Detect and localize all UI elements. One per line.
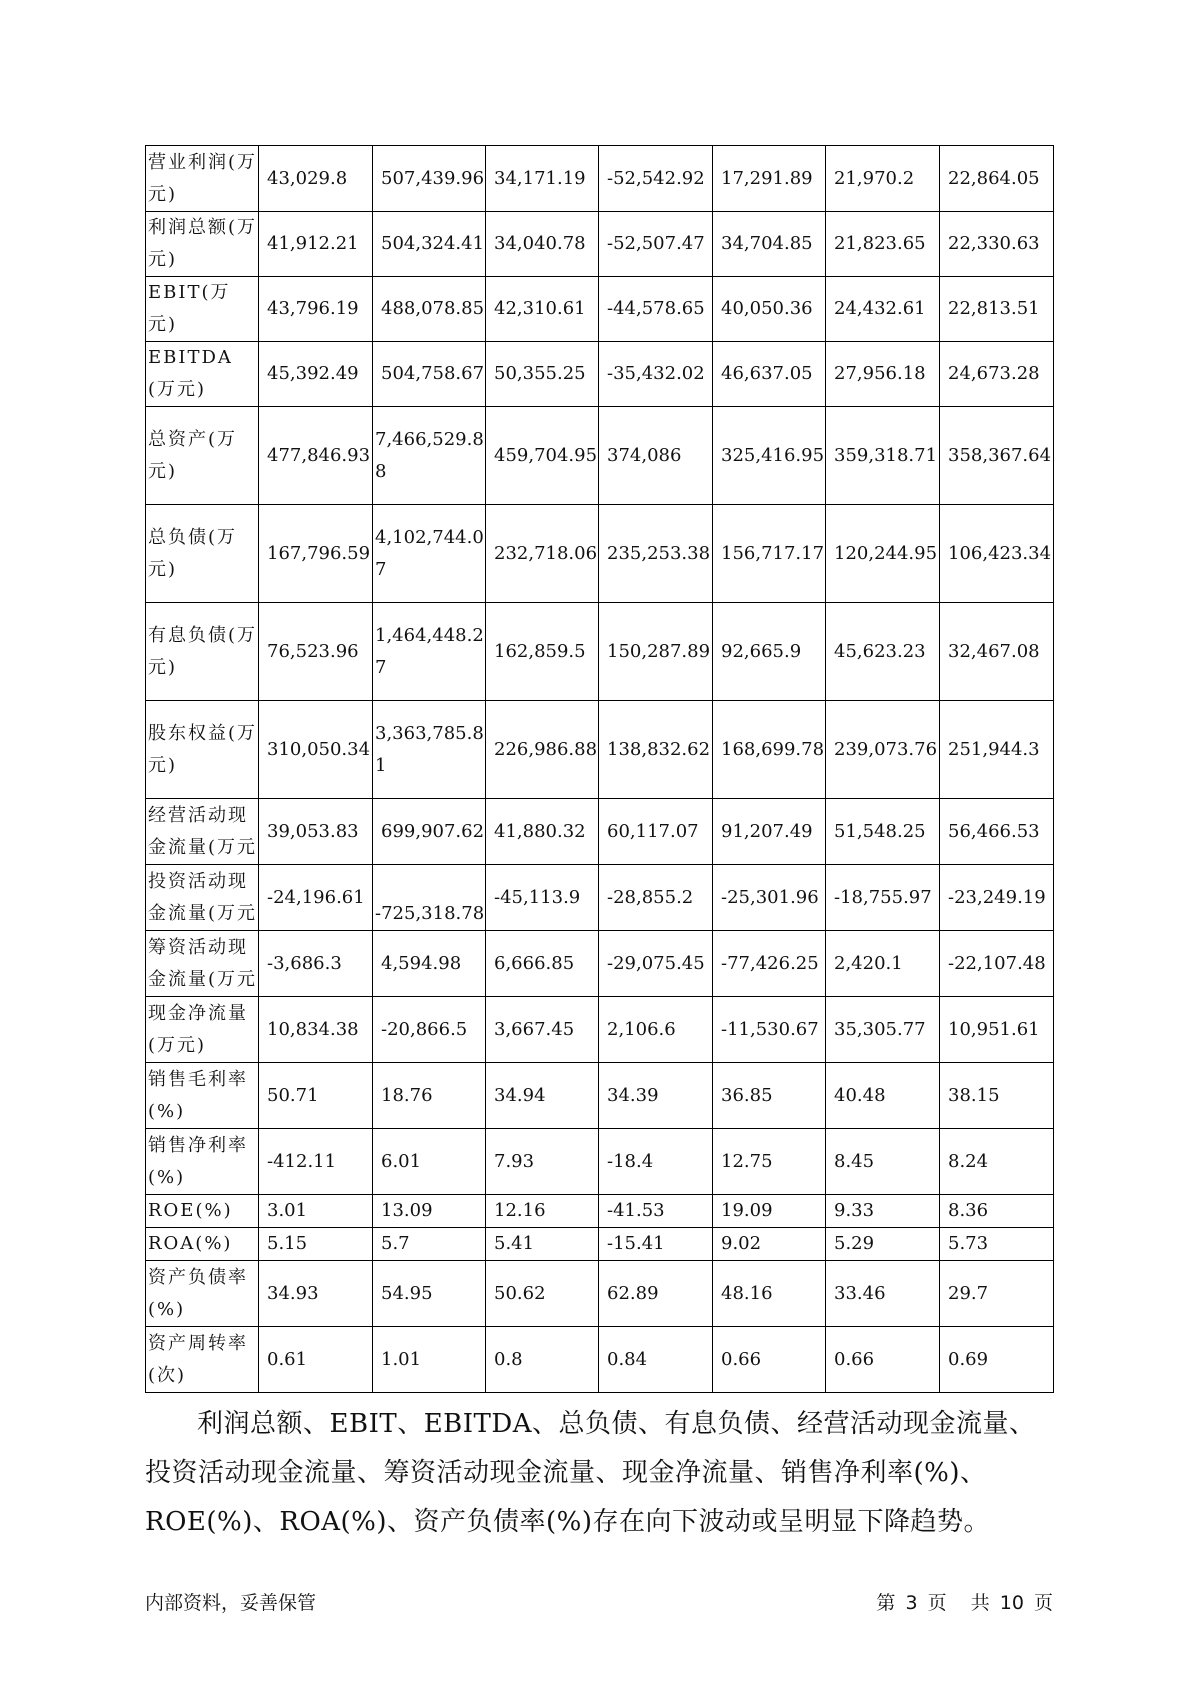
table-row	[146, 146, 1054, 212]
table-row	[146, 407, 1054, 505]
table-cell: 5.41	[486, 1228, 599, 1261]
table-cell: 3,363,785.81	[373, 701, 486, 799]
table-cell: 43,029.8	[259, 146, 373, 212]
table-cell: 34,040.78	[486, 212, 599, 277]
table-cell: -725,318.78	[373, 865, 486, 931]
table-cell: 22,864.05	[940, 146, 1054, 212]
table-cell: 699,907.62	[373, 799, 486, 865]
table-cell: -35,432.02	[599, 342, 713, 407]
table-row	[146, 997, 1054, 1063]
footer-confidential-note: 内部资料，妥善保管	[145, 1592, 317, 1614]
table-cell: 22,813.51	[940, 277, 1054, 342]
row-label: 销售净利率(%)	[146, 1129, 259, 1195]
table-cell: 239,073.76	[826, 701, 940, 799]
table-cell: 5.7	[373, 1228, 486, 1261]
table-cell: 0.66	[713, 1327, 826, 1393]
total-pages: 10	[999, 1592, 1024, 1614]
table-cell: 48.16	[713, 1261, 826, 1327]
row-label: 有息负债(万元)	[146, 603, 259, 701]
table-cell: 477,846.93	[259, 407, 373, 505]
table-cell: 235,253.38	[599, 505, 713, 603]
table-cell: -52,542.92	[599, 146, 713, 212]
table-cell: 62.89	[599, 1261, 713, 1327]
table-cell: -18.4	[599, 1129, 713, 1195]
table-row	[146, 1195, 1054, 1228]
table-row	[146, 1327, 1054, 1393]
table-cell: 21,970.2	[826, 146, 940, 212]
row-label: 资产负债率(%)	[146, 1261, 259, 1327]
table-cell: 34.93	[259, 1261, 373, 1327]
table-cell: 10,951.61	[940, 997, 1054, 1063]
summary-paragraph: 利润总额、EBIT、EBITDA、总负债、有息负债、经营活动现金流量、投资活动现金流量、筹资活动现金流量、现金净流量、销售净利率(%)、ROE(%)、ROA(%)、资产负债率(%)存在向下波动或呈明显下降趋势。	[145, 1409, 1036, 1537]
table-cell: 40,050.36	[713, 277, 826, 342]
table-cell: 459,704.95	[486, 407, 599, 505]
table-cell: -24,196.61	[259, 865, 373, 931]
table-cell: 138,832.62	[599, 701, 713, 799]
table-body	[146, 146, 1054, 1393]
table-cell: -18,755.97	[826, 865, 940, 931]
table-cell: 50.62	[486, 1261, 599, 1327]
table-cell: 46,637.05	[713, 342, 826, 407]
table-row	[146, 1261, 1054, 1327]
table-cell: -52,507.47	[599, 212, 713, 277]
row-label: EBITDA(万元)	[146, 342, 259, 407]
table-cell: 120,244.95	[826, 505, 940, 603]
table-cell: -29,075.45	[599, 931, 713, 997]
table-cell: 54.95	[373, 1261, 486, 1327]
table-cell: 4,102,744.07	[373, 505, 486, 603]
table-cell: 17,291.89	[713, 146, 826, 212]
row-label: 筹资活动现金流量(万元	[146, 931, 259, 997]
table-cell: 504,324.41	[373, 212, 486, 277]
table-row	[146, 799, 1054, 865]
table-cell: 91,207.49	[713, 799, 826, 865]
table-cell: 325,416.95	[713, 407, 826, 505]
table-cell: 4,594.98	[373, 931, 486, 997]
table-cell: 0.69	[940, 1327, 1054, 1393]
table-cell: 0.84	[599, 1327, 713, 1393]
page-unit: 页	[927, 1592, 947, 1614]
table-cell: 29.7	[940, 1261, 1054, 1327]
row-label: 销售毛利率(%)	[146, 1063, 259, 1129]
row-label: 投资活动现金流量(万元	[146, 865, 259, 931]
table-cell: 167,796.59	[259, 505, 373, 603]
total-unit: 页	[1033, 1592, 1053, 1614]
table-cell: 13.09	[373, 1195, 486, 1228]
table-cell: 9.02	[713, 1228, 826, 1261]
table-cell: 8.24	[940, 1129, 1054, 1195]
row-label: 经营活动现金流量(万元	[146, 799, 259, 865]
table-cell: 2,106.6	[599, 997, 713, 1063]
table-cell: 6,666.85	[486, 931, 599, 997]
table-cell: 162,859.5	[486, 603, 599, 701]
table-row	[146, 1228, 1054, 1261]
table-cell: 92,665.9	[713, 603, 826, 701]
table-cell: -25,301.96	[713, 865, 826, 931]
table-cell: 38.15	[940, 1063, 1054, 1129]
table-cell: 358,367.64	[940, 407, 1054, 505]
total-prefix: 共	[970, 1592, 990, 1614]
table-cell: 374,086	[599, 407, 713, 505]
table-cell: 1,464,448.27	[373, 603, 486, 701]
table-cell: 8.36	[940, 1195, 1054, 1228]
table-cell: 156,717.17	[713, 505, 826, 603]
row-label: EBIT(万元)	[146, 277, 259, 342]
row-label: 利润总额(万元)	[146, 212, 259, 277]
table-cell: 21,823.65	[826, 212, 940, 277]
row-label: 营业利润(万元)	[146, 146, 259, 212]
footer-page-indicator	[872, 1588, 1053, 1615]
table-cell: 22,330.63	[940, 212, 1054, 277]
table-cell: 45,623.23	[826, 603, 940, 701]
row-label: 现金净流量(万元)	[146, 997, 259, 1063]
row-label: ROE(%)	[146, 1195, 259, 1228]
table-cell: 33.46	[826, 1261, 940, 1327]
table-cell: -22,107.48	[940, 931, 1054, 997]
table-cell: -3,686.3	[259, 931, 373, 997]
table-cell: 24,673.28	[940, 342, 1054, 407]
table-cell: -77,426.25	[713, 931, 826, 997]
table-cell: 1.01	[373, 1327, 486, 1393]
table-cell: 39,053.83	[259, 799, 373, 865]
table-row	[146, 505, 1054, 603]
table-cell: 42,310.61	[486, 277, 599, 342]
table-cell: 27,956.18	[826, 342, 940, 407]
table-cell: 32,467.08	[940, 603, 1054, 701]
table-cell: 504,758.67	[373, 342, 486, 407]
table-cell: -11,530.67	[713, 997, 826, 1063]
table-cell: 76,523.96	[259, 603, 373, 701]
table-row	[146, 1129, 1054, 1195]
row-label: 股东权益(万元)	[146, 701, 259, 799]
row-label: 总资产(万元)	[146, 407, 259, 505]
row-label: 资产周转率(次)	[146, 1327, 259, 1393]
table-cell: 35,305.77	[826, 997, 940, 1063]
table-cell: 5.29	[826, 1228, 940, 1261]
table-cell: 0.8	[486, 1327, 599, 1393]
table-cell: 359,318.71	[826, 407, 940, 505]
table-cell: 56,466.53	[940, 799, 1054, 865]
table-cell: -15.41	[599, 1228, 713, 1261]
table-cell: 507,439.96	[373, 146, 486, 212]
table-cell: 18.76	[373, 1063, 486, 1129]
table-cell: -23,249.19	[940, 865, 1054, 931]
table-cell: -44,578.65	[599, 277, 713, 342]
table-row	[146, 1063, 1054, 1129]
table-cell: 41,912.21	[259, 212, 373, 277]
table-cell: -45,113.9	[486, 865, 599, 931]
table-cell: 34,704.85	[713, 212, 826, 277]
table-cell: 7,466,529.88	[373, 407, 486, 505]
table-cell: 36.85	[713, 1063, 826, 1129]
table-row	[146, 277, 1054, 342]
table-cell: 8.45	[826, 1129, 940, 1195]
table-cell: -20,866.5	[373, 997, 486, 1063]
table-cell: 12.16	[486, 1195, 599, 1228]
table-cell: 6.01	[373, 1129, 486, 1195]
table-cell: 41,880.32	[486, 799, 599, 865]
page-prefix: 第	[876, 1592, 896, 1614]
table-cell: 51,548.25	[826, 799, 940, 865]
table-cell: 0.61	[259, 1327, 373, 1393]
row-label: 总负债(万元)	[146, 505, 259, 603]
table-cell: 50.71	[259, 1063, 373, 1129]
table-cell: 251,944.3	[940, 701, 1054, 799]
row-label: ROA(%)	[146, 1228, 259, 1261]
table-cell: 34,171.19	[486, 146, 599, 212]
table-cell: 45,392.49	[259, 342, 373, 407]
table-cell: 50,355.25	[486, 342, 599, 407]
table-cell: 5.73	[940, 1228, 1054, 1261]
table-row	[146, 603, 1054, 701]
table-cell: 40.48	[826, 1063, 940, 1129]
table-cell: 226,986.88	[486, 701, 599, 799]
table-cell: 488,078.85	[373, 277, 486, 342]
table-cell: 3,667.45	[486, 997, 599, 1063]
table-cell: 24,432.61	[826, 277, 940, 342]
table-cell: 150,287.89	[599, 603, 713, 701]
financial-indicator-table	[145, 145, 1054, 1393]
table-cell: 2,420.1	[826, 931, 940, 997]
table-cell: -28,855.2	[599, 865, 713, 931]
page-number: 3	[905, 1592, 918, 1614]
table-cell: 9.33	[826, 1195, 940, 1228]
table-cell: 232,718.06	[486, 505, 599, 603]
table-cell: 3.01	[259, 1195, 373, 1228]
table-cell: 34.94	[486, 1063, 599, 1129]
table-cell: 34.39	[599, 1063, 713, 1129]
table-cell: 19.09	[713, 1195, 826, 1228]
table-cell: 5.15	[259, 1228, 373, 1261]
table-cell: 168,699.78	[713, 701, 826, 799]
table-row	[146, 701, 1054, 799]
table-row	[146, 865, 1054, 931]
table-cell: 60,117.07	[599, 799, 713, 865]
table-cell: 106,423.34	[940, 505, 1054, 603]
table-cell: 7.93	[486, 1129, 599, 1195]
table-cell: 0.66	[826, 1327, 940, 1393]
table-cell: 43,796.19	[259, 277, 373, 342]
table-row	[146, 342, 1054, 407]
table-cell: -412.11	[259, 1129, 373, 1195]
table-row	[146, 931, 1054, 997]
table-cell: 12.75	[713, 1129, 826, 1195]
table-cell: 10,834.38	[259, 997, 373, 1063]
table-cell: 310,050.34	[259, 701, 373, 799]
table-row	[146, 212, 1054, 277]
table-cell: -41.53	[599, 1195, 713, 1228]
